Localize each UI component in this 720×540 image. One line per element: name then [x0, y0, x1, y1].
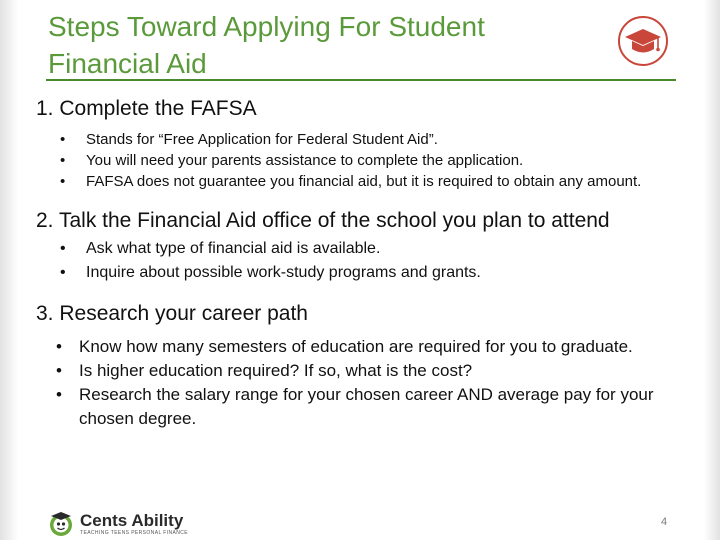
bullet-list: [60, 237, 696, 285]
logo-mark-icon: [46, 510, 76, 538]
bullet-item: • Research the salary range for your chosen career AND average pay for your chosen degree.: [56, 383, 656, 431]
bullet-item: • FAFSA does not guarantee you financial aid, but it is required to obtain any amount.: [60, 171, 696, 192]
bullet-item: • You will need your parents assistance to complete the application.: [60, 150, 696, 171]
bullet-item: • Stands for “Free Application for Federal Student Aid”.: [60, 129, 696, 150]
section-complete-fafsa: [36, 96, 696, 192]
bullet-item: • Inquire about possible work-study programs and grants.: [60, 261, 696, 285]
slide-edge-left: [0, 0, 18, 540]
logo-tagline: TEACHING TEENS PERSONAL FINANCE: [80, 530, 188, 536]
section-heading: 1. Complete the FAFSA: [36, 97, 257, 120]
cents-ability-logo: [46, 510, 191, 538]
page-number: 4: [661, 516, 668, 528]
section-career-path: [36, 301, 696, 431]
title-divider: [46, 79, 676, 81]
slide-edge-right: [704, 0, 720, 540]
bullet-item: • Know how many semesters of education are required for you to graduate.: [56, 335, 656, 359]
bullet-item: • Is higher education required? If so, what is the cost?: [56, 359, 656, 383]
section-financial-aid-office: [36, 208, 696, 285]
bullet-list: [56, 335, 656, 431]
slide-content: [36, 96, 696, 431]
section-heading: 2. Talk the Financial Aid office of the school you plan to attend: [36, 209, 610, 232]
slide-title: Steps Toward Applying For Student Financial Aid: [48, 11, 485, 79]
section-heading: 3. Research your career path: [36, 302, 308, 325]
graduation-cap-icon: [617, 15, 669, 67]
bullet-list: [60, 129, 696, 192]
bullet-item: • Ask what type of financial aid is available.: [60, 237, 696, 261]
logo-name: Cents Ability: [80, 511, 184, 530]
